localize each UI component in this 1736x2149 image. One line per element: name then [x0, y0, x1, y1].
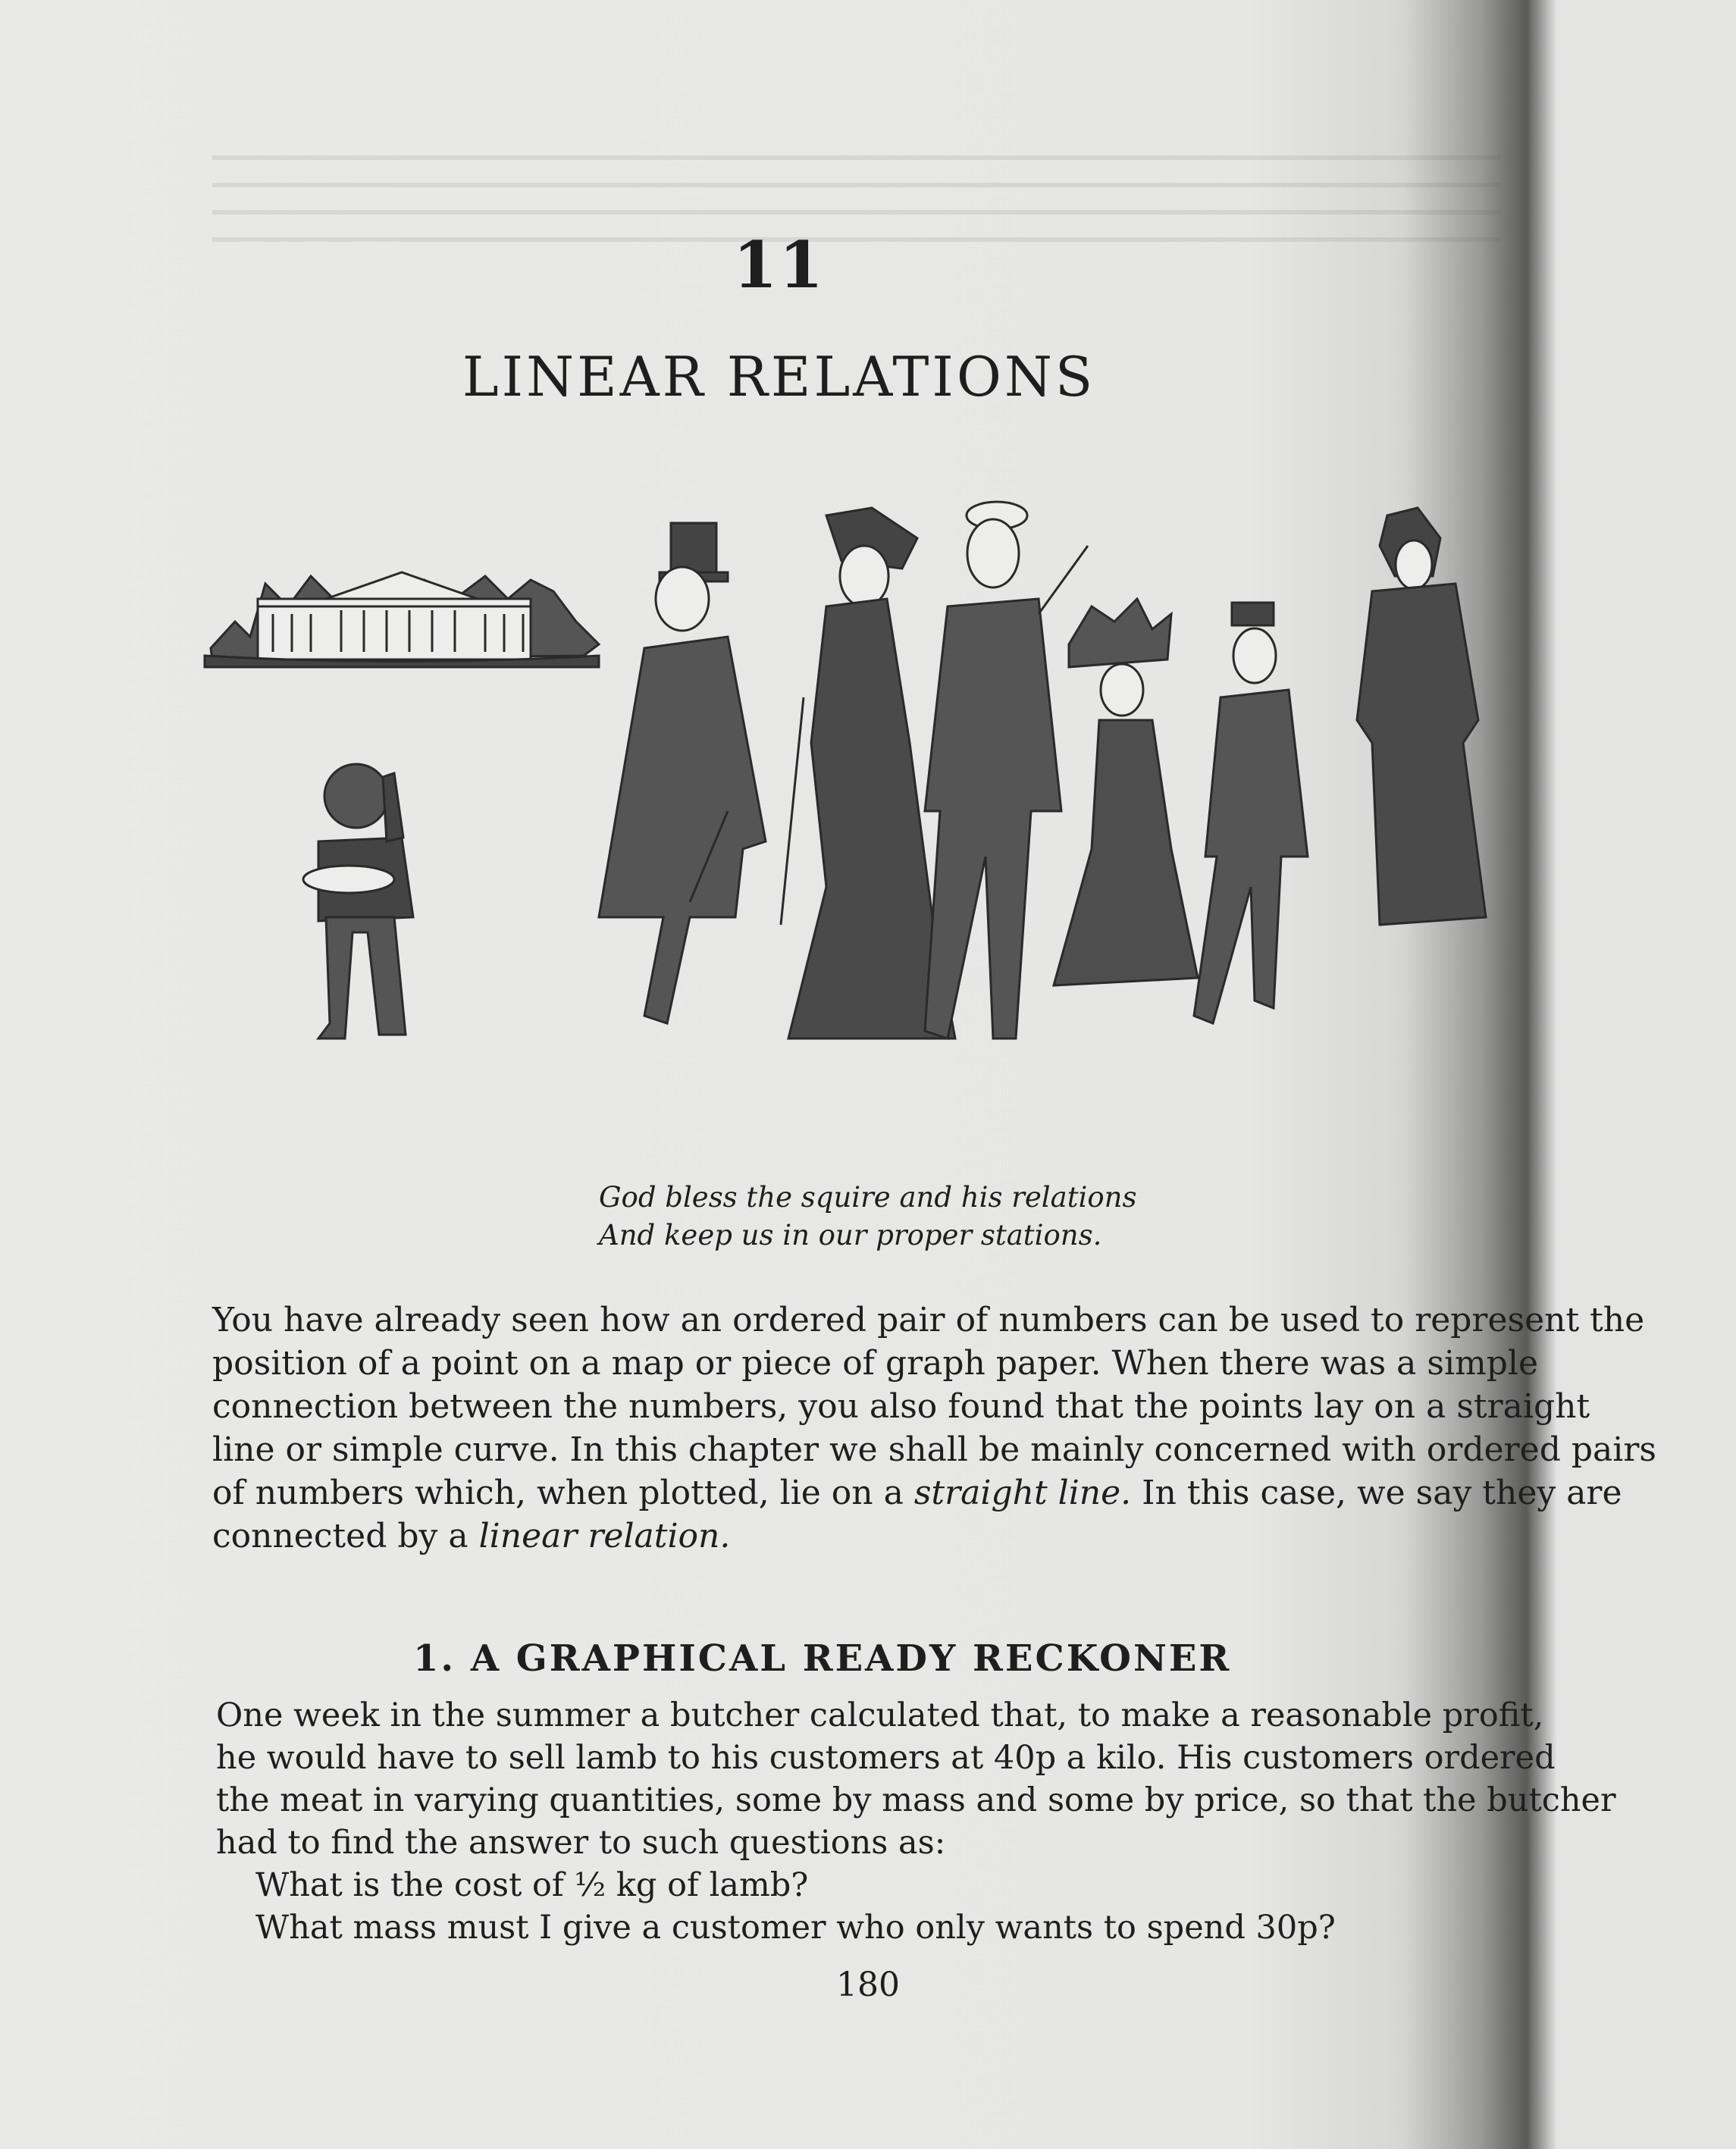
- emphasis-linear-relation: linear relation.: [478, 1517, 731, 1555]
- section-paragraph: [216, 1694, 1616, 1949]
- boy-figure: [303, 764, 413, 1038]
- intro-text: connected by a: [212, 1517, 468, 1555]
- intro-line: line or simple curve. In this chapter we shall be mainly concerned with ordered pairs: [212, 1430, 1656, 1469]
- chapter-number: 11: [733, 227, 825, 302]
- section-line: the meat in varying quantities, some by mass and some by price, so that the butcher: [216, 1781, 1616, 1819]
- chapter-illustration: [205, 493, 1493, 1160]
- intro-paragraph: [212, 1298, 1656, 1558]
- question-line: [216, 1864, 1505, 1906]
- bowler-man-figure: [1194, 603, 1308, 1023]
- illustration-caption: [599, 1179, 1281, 1255]
- intro-text: of numbers which, when plotted, lie on a: [212, 1474, 904, 1512]
- caption-line-2: And keep us in our proper stations.: [599, 1219, 1102, 1251]
- top-hat-man-figure: [599, 523, 766, 1023]
- section-heading: 1. A GRAPHICAL READY RECKONER: [413, 1637, 1232, 1680]
- mansion-image: [205, 572, 599, 667]
- page-number: 180: [836, 1966, 900, 2004]
- chapter-title: LINEAR RELATIONS: [462, 345, 1096, 409]
- intro-line: position of a point on a map or piece of graph paper. When there was a simple: [212, 1344, 1539, 1383]
- fraction-half: ½: [574, 1866, 606, 1904]
- question-line: What mass must I give a customer who only wants to spend 30p?: [255, 1909, 1336, 1947]
- tall-woman-figure: [1357, 508, 1486, 925]
- emphasis-straight-line: straight line.: [913, 1474, 1132, 1512]
- intro-text: In this case, we say they are: [1142, 1474, 1622, 1512]
- intro-line: connection between the numbers, you also found that the points lay on a straight: [212, 1387, 1590, 1426]
- question-text: kg of lamb?: [616, 1866, 809, 1904]
- section-line: he would have to sell lamb to his customers at 40p a kilo. His customers ordered: [216, 1739, 1556, 1777]
- caption-line-1: God bless the squire and his relations: [599, 1181, 1137, 1214]
- section-line: had to find the answer to such questions as:: [216, 1824, 946, 1862]
- intro-line: [212, 1515, 1501, 1558]
- intro-line: [212, 1471, 1622, 1515]
- section-line: One week in the summer a butcher calculated that, to make a reasonable profit,: [216, 1696, 1544, 1734]
- girl-figure: [1054, 599, 1198, 985]
- question-text: What is the cost of: [255, 1866, 564, 1904]
- intro-line: You have already seen how an ordered pair of numbers can be used to represent the: [212, 1301, 1645, 1339]
